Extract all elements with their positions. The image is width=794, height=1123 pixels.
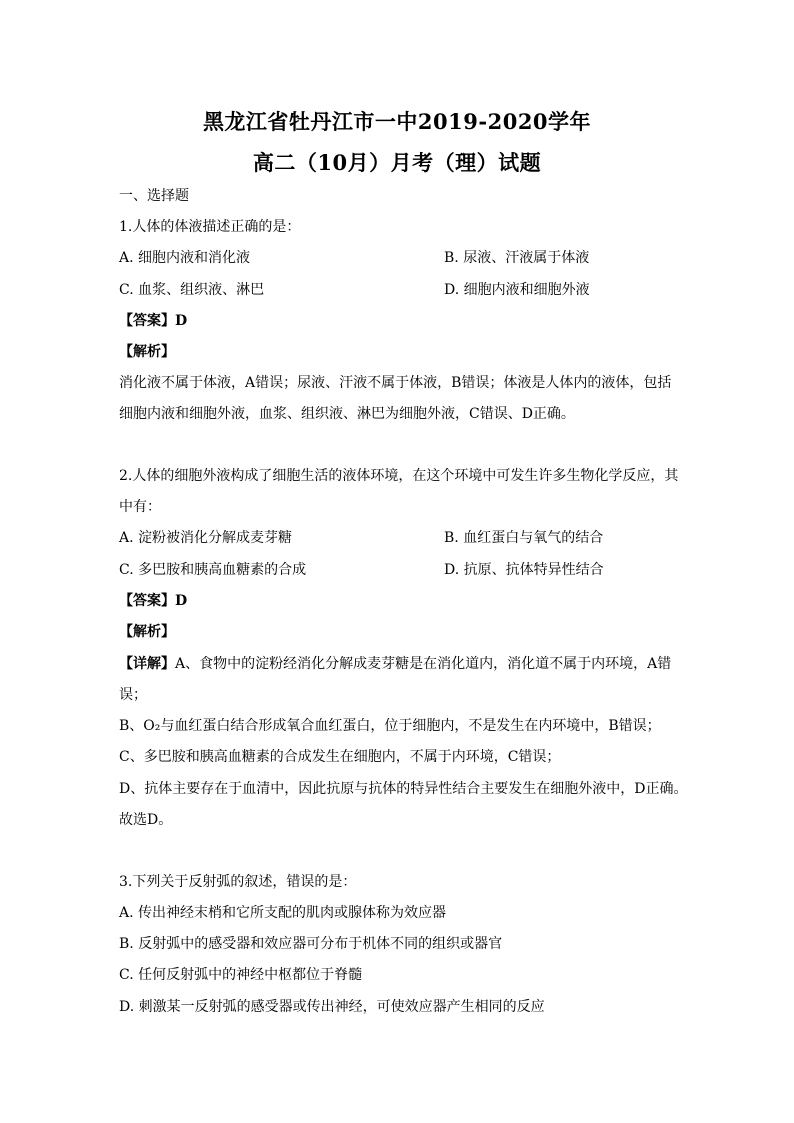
question-2-detail-text: A、食物中的淀粉经消化分解成麦芽糖是在消化道内，消化道不属于内环境，A错 (175, 656, 672, 672)
question-2-answer: 【答案】D (119, 593, 188, 609)
question-2-analysis-line-5: 故选D。 (119, 812, 173, 828)
question-1-analysis-line-1: 消化液不属于体液，A错误；尿液、汗液不属于体液，B错误；体液是人体内的液体，包括 (119, 375, 672, 391)
question-3-option-b: B. 反射弧中的感受器和效应器可分布于机体不同的组织或器官 (119, 936, 503, 952)
section-heading: 一、选择题 (119, 188, 189, 204)
question-1-stem: 1.人体的体液描述正确的是： (119, 219, 301, 235)
question-2-analysis-line-2: B、O₂与血红蛋白结合形成氧合血红蛋白，位于细胞内，不是发生在内环境中，B错误； (119, 718, 661, 734)
question-2-analysis-line-1: 误； (119, 687, 147, 703)
question-1-analysis-label: 【解析】 (119, 344, 175, 360)
question-3-option-d: D. 刺激某一反射弧的感受器或传出神经，可使效应器产生相同的反应 (119, 999, 545, 1015)
question-2-option-b: B. 血红蛋白与氧气的结合 (444, 530, 604, 546)
question-2-stem-line-1: 2.人体的细胞外液构成了细胞生活的液体环境，在这个环境中可发生许多生物化学反应，其 (119, 468, 679, 484)
question-2-option-a: A. 淀粉被消化分解成麦芽糖 (119, 530, 293, 546)
question-1-option-c: C. 血浆、组织液、淋巴 (119, 282, 265, 298)
question-1-analysis-line-2: 细胞内液和细胞外液，血浆、组织液、淋巴为细胞外液，C错误、D正确。 (119, 406, 575, 422)
question-2-option-d: D. 抗原、抗体特异性结合 (444, 562, 604, 578)
question-1-answer: 【答案】D (119, 313, 188, 329)
question-3-option-a: A. 传出神经末梢和它所支配的肌肉或腺体称为效应器 (119, 905, 447, 921)
question-3-stem: 3.下列关于反射弧的叙述，错误的是： (119, 874, 357, 890)
question-1-option-a: A. 细胞内液和消化液 (119, 250, 251, 266)
question-2-detail-label: 【详解】 (119, 656, 175, 672)
question-2-analysis-line-4: D、抗体主要存在于血清中，因此抗原与抗体的特异性结合主要发生在细胞外液中，D正确。 (119, 781, 688, 797)
question-2-detail-line-1 (119, 654, 671, 674)
question-2-analysis-label: 【解析】 (119, 624, 175, 640)
question-3-option-c: C. 任何反射弧中的神经中枢都位于脊髓 (119, 967, 363, 983)
question-2-option-c: C. 多巴胺和胰高血糖素的合成 (119, 562, 307, 578)
question-1-option-b: B. 尿液、汗液属于体液 (444, 250, 590, 266)
title-line-2: 高二（10月）月考（理）试题 (252, 150, 542, 175)
question-2-analysis-line-3: C、多巴胺和胰高血糖素的合成发生在细胞内，不属于内环境，C错误； (119, 749, 561, 765)
title-line-1: 黑龙江省牡丹江市一中2019-2020学年 (202, 109, 592, 134)
question-1-option-d: D. 细胞内液和细胞外液 (444, 282, 590, 298)
question-2-stem-line-2: 中有： (119, 499, 161, 515)
